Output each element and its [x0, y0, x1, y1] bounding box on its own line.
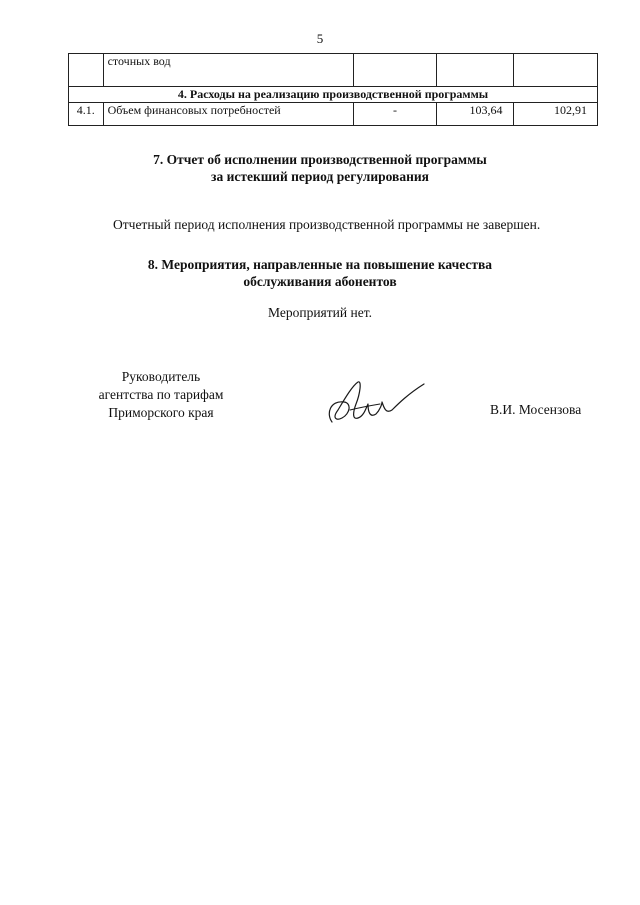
row-number: 4.1.: [69, 103, 104, 126]
section-8-title-line: 8. Мероприятия, направленные на повышение качества: [147, 257, 493, 272]
table-cell: [353, 54, 436, 87]
table-row: [69, 54, 598, 87]
row-value: 102,91: [513, 103, 597, 126]
row-value: -: [353, 103, 436, 126]
row-name: Объем финансовых потребностей: [103, 103, 353, 126]
table-cell: [437, 54, 513, 87]
section-7-title-line: за истекший период регулирования: [211, 169, 429, 184]
table-cell: [513, 54, 597, 87]
section-8-text: Мероприятий нет.: [268, 305, 372, 320]
section-8-title: [0, 256, 640, 290]
handwritten-signature: [322, 374, 432, 434]
position-line: Приморского края: [108, 405, 214, 420]
section-7-title-line: 7. Отчет об исполнении производственной программы: [153, 152, 487, 167]
position-line: агентства по тарифам: [98, 387, 224, 402]
section-8-title-line: обслуживания абонентов: [243, 274, 397, 289]
signatory-name: В.И. Мосензова: [490, 402, 582, 417]
signatory-position: [86, 368, 236, 422]
row-value: 103,64: [437, 103, 513, 126]
section-7-text: Отчетный период исполнения производственной программы не завершен.: [113, 217, 541, 232]
table-cell: сточных вод: [103, 54, 353, 87]
page-number: 5: [316, 31, 324, 46]
table-cell: [69, 54, 104, 87]
financial-table: [68, 53, 598, 126]
section-7-title: [0, 151, 640, 185]
table-row: [69, 103, 598, 126]
table-section-header-row: [69, 87, 598, 103]
position-line: Руководитель: [121, 369, 201, 384]
table-section-header: 4. Расходы на реализацию производственной программы: [69, 87, 598, 103]
